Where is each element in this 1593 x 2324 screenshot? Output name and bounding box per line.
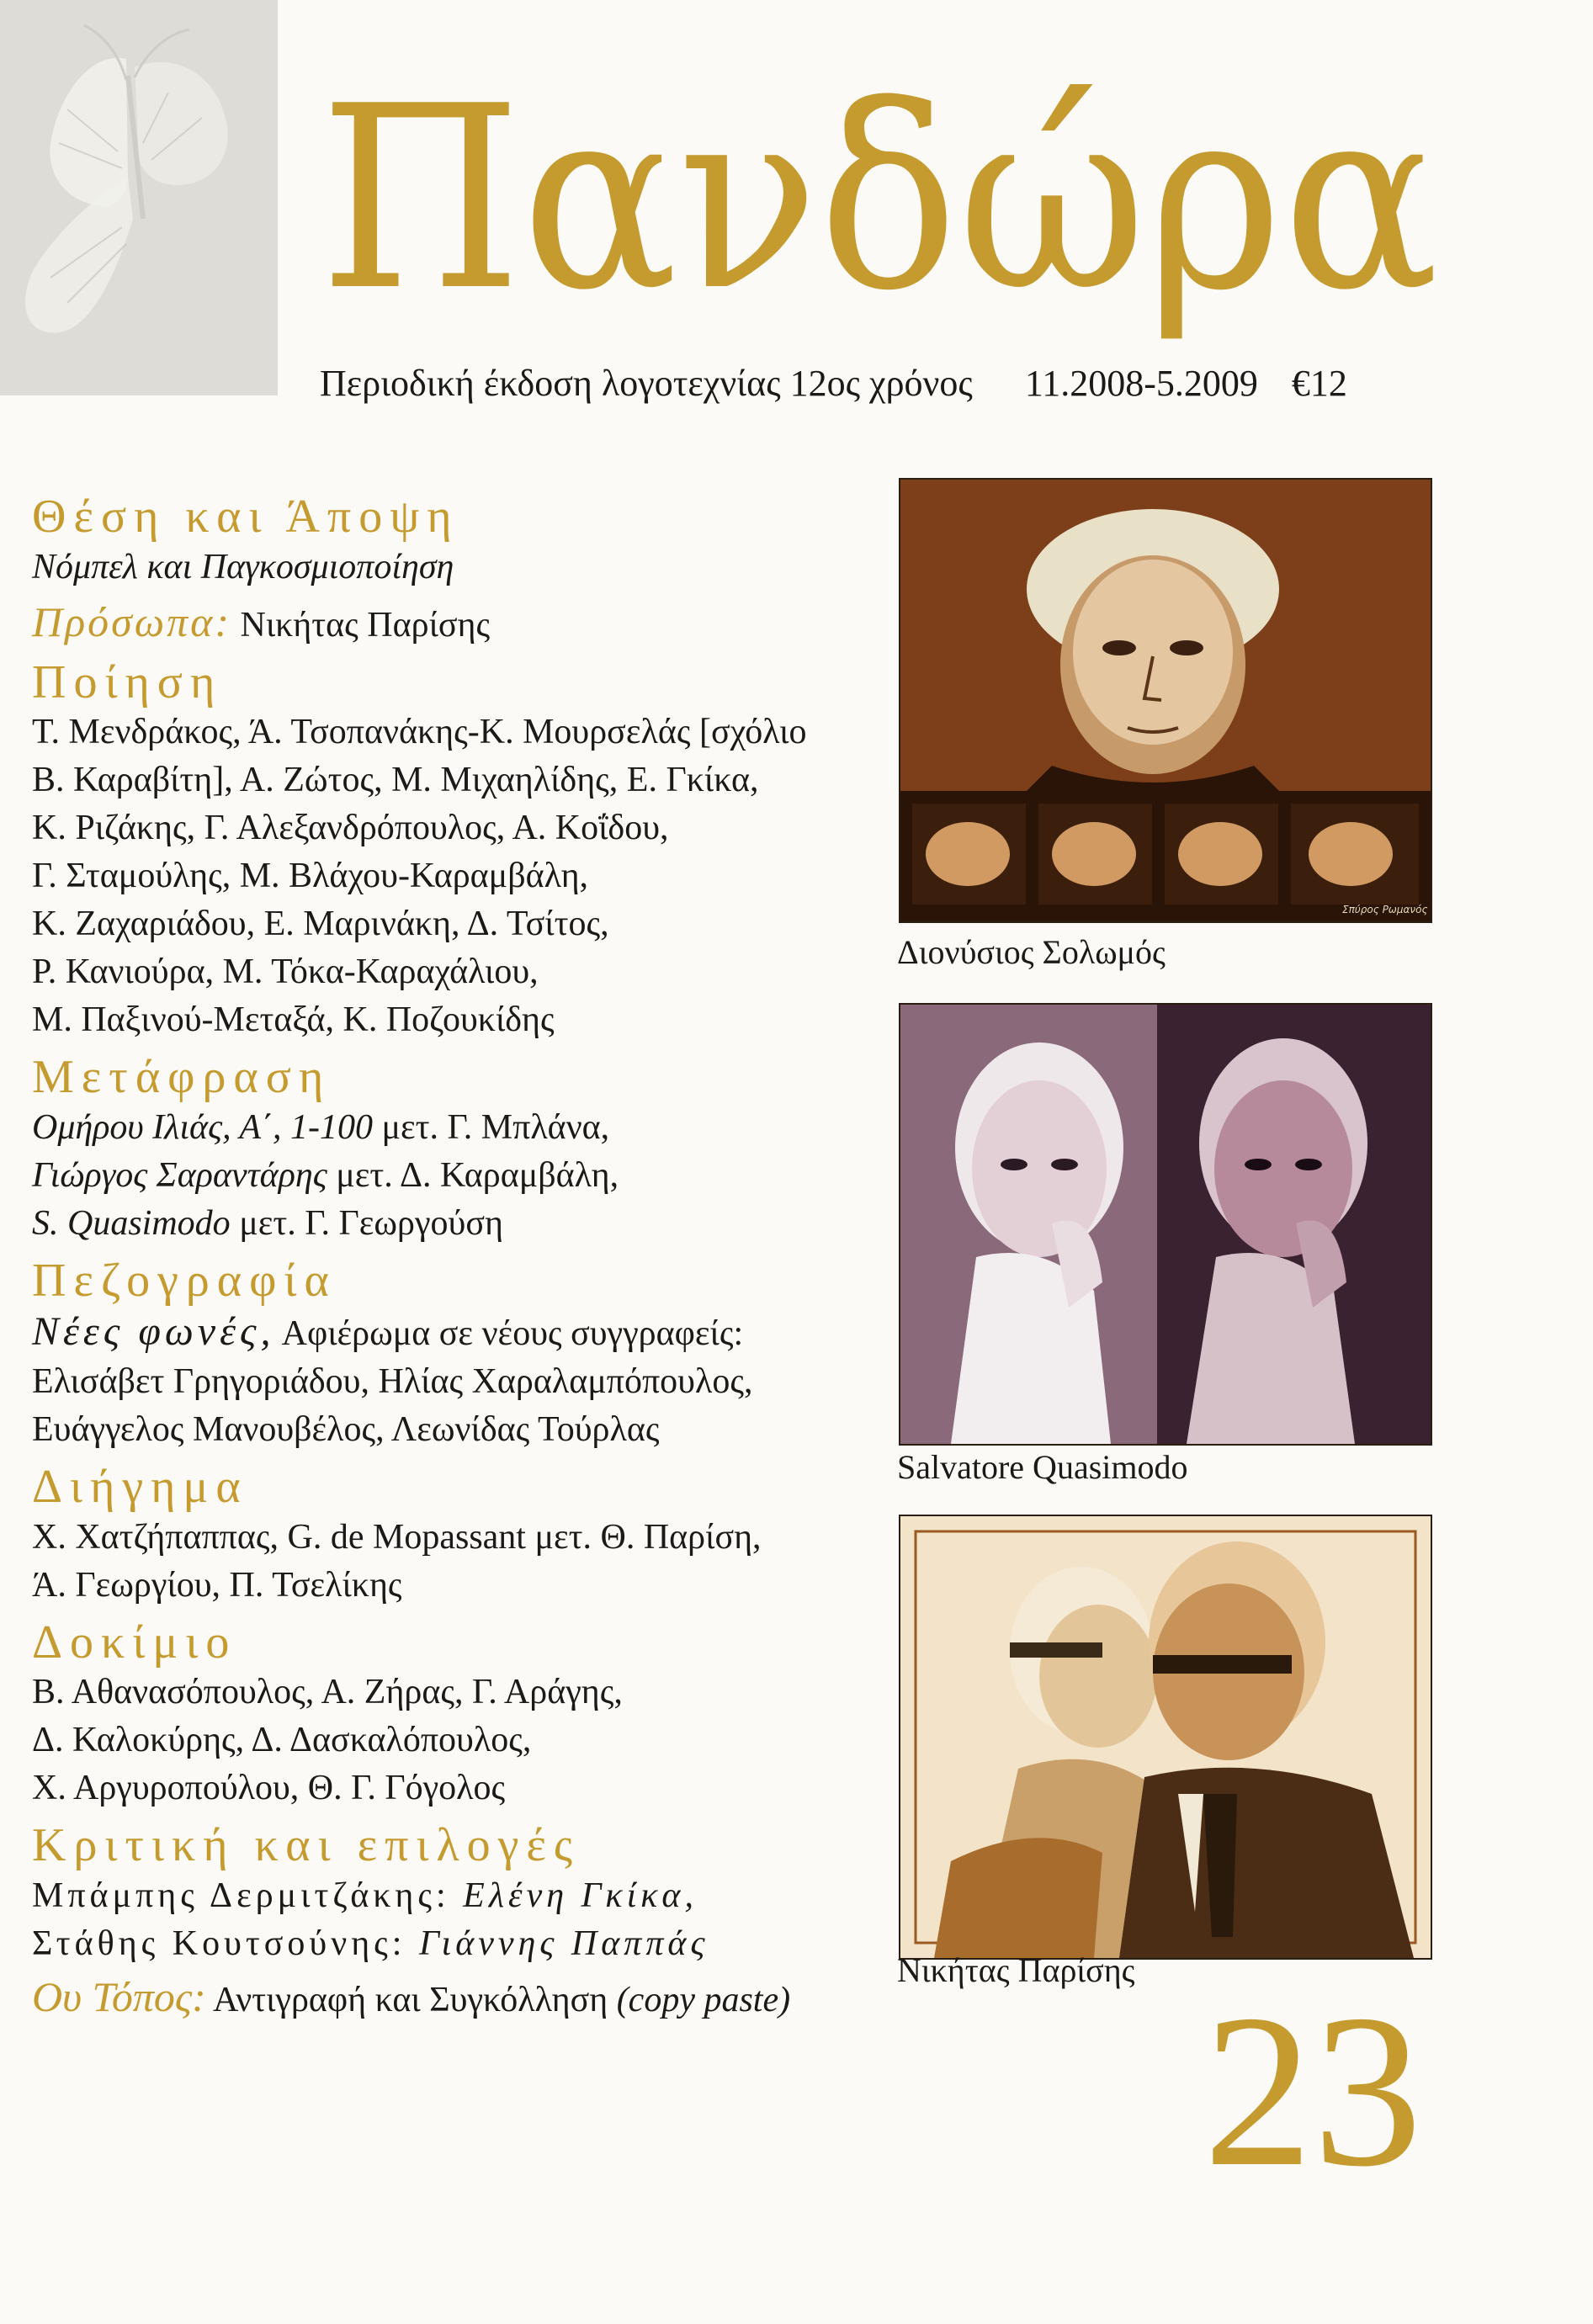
toc-line: Ρ. Κανιούρα, Μ. Τόκα-Καραχάλιου,	[32, 952, 539, 992]
work-title: Ομήρου Ιλιάς, Α΄, 1-100	[32, 1108, 373, 1148]
table-of-contents	[32, 484, 882, 2024]
subtitle-line	[320, 362, 1347, 405]
section-title-kritiki: Κριτική και επιλογές	[32, 1819, 581, 1872]
toc-line: Ευάγγελος Μανουβέλος, Λεωνίδας Τούρλας	[32, 1409, 660, 1449]
toc-line	[32, 1152, 882, 1200]
photo-signature: Σπύρος Ρωμανός	[1342, 904, 1428, 915]
masthead	[320, 50, 1498, 353]
photo-quasimodo	[899, 1003, 1432, 1446]
work-title: Γιώργος Σαραντάρης	[32, 1156, 327, 1196]
section-title-ou-topos: Ου Τόπος:	[32, 1973, 206, 2021]
toc-line: Χ. Αργυροπούλου, Θ. Γ. Γόγολος	[32, 1769, 506, 1808]
issue-number: 23	[1203, 1970, 1422, 2212]
issue-dates: 11.2008-5.2009	[1024, 363, 1258, 404]
section-title-dokimio: Δοκίμιο	[32, 1616, 237, 1669]
toc-line: Τ. Μενδράκος, Ά. Τσοπανάκης-Κ. Μουρσελάς [σχόλιο	[32, 713, 807, 752]
toc-line: Κ. Ριζάκης, Γ. Αλεξανδρόπουλος, Α. Κοΐδου,	[32, 809, 669, 848]
toc-line: Μ. Παξινού-Μεταξά, Κ. Ποζουκίδης	[32, 1000, 555, 1040]
translator: μετ. Δ. Καραμβάλη,	[336, 1156, 619, 1196]
subject: Ελένη Γκίκα,	[463, 1876, 698, 1916]
toc-line: Δ. Καλοκύρης, Δ. Δασκαλόπουλος,	[32, 1721, 532, 1760]
magazine-title: Πανδώρα	[320, 52, 1439, 346]
toc-line	[32, 1920, 882, 1968]
toc-line	[32, 1308, 882, 1358]
authors: Χ. Χατζήπαππας, G. de Mopassant	[32, 1517, 526, 1557]
ou-topos-line	[32, 1973, 882, 2024]
toc-line	[32, 1200, 882, 1248]
section-title-pezografia: Πεζογραφία	[32, 1255, 337, 1308]
price: €12	[1291, 363, 1347, 404]
toc-line	[32, 1104, 882, 1152]
ou-topos-text: Αντιγραφή και Συγκόλληση	[213, 1981, 608, 2020]
prosopa-text: Νικήτας Παρίσης	[240, 605, 491, 645]
toc-line: Β. Καραβίτη], Α. Ζώτος, Μ. Μιχαηλίδης, Ε. Γκίκα,	[32, 761, 759, 800]
photo-parisis	[899, 1515, 1432, 1960]
work-title: S. Quasimodo	[32, 1204, 231, 1244]
toc-line: Νόμπελ και Παγκοσμιοποίηση	[32, 547, 454, 586]
prosopa-line	[32, 598, 882, 650]
toc-line	[32, 1514, 882, 1562]
subtitle-text: Περιοδική έκδοση λογοτεχνίας 12ος χρόνος	[320, 363, 973, 404]
toc-line: Κ. Ζαχαριάδου, Ε. Μαρινάκη, Δ. Τσίτος,	[32, 905, 609, 944]
translator: μετ. Θ. Παρίση,	[534, 1517, 762, 1557]
critic: Στάθης Κουτσούνης:	[32, 1924, 406, 1964]
caption-quasimodo: Salvatore Quasimodo	[897, 1448, 1188, 1486]
toc-line: Γ. Σταμούλης, Μ. Βλάχου-Καραμβάλη,	[32, 857, 589, 896]
toc-line: Β. Αθανασόπουλος, Α. Ζήρας, Γ. Αράγης,	[32, 1673, 623, 1712]
toc-line	[32, 1872, 882, 1920]
section-title-poiisi: Ποίηση	[32, 655, 223, 708]
section-title-diigima: Διήγημα	[32, 1460, 248, 1513]
photo-solomos	[899, 478, 1432, 923]
section-title-metafrasi: Μετάφραση	[32, 1051, 332, 1104]
section-title-prosopa: Πρόσωπα:	[32, 597, 232, 645]
toc-line: Ά. Γεωργίου, Π. Τσελίκης	[32, 1565, 402, 1605]
caption-solomos: Διονύσιος Σολωμός	[897, 933, 1166, 971]
section-title-thesi: Θέση και Άποψη	[32, 491, 459, 543]
butterfly-icon	[0, 0, 278, 395]
caption-parisis: Νικήτας Παρίσης	[897, 1951, 1135, 1989]
butterfly-watermark	[0, 0, 278, 395]
nees-fones: Νέες φωνές,	[32, 1308, 275, 1354]
critic: Μπάμπης Δερμιτζάκης:	[32, 1876, 450, 1916]
toc-line: Ελισάβετ Γρηγοριάδου, Ηλίας Χαραλαμπόπουλος,	[32, 1361, 753, 1401]
translator: μετ. Γ. Γεωργούση	[239, 1204, 503, 1244]
translator: μετ. Γ. Μπλάνα,	[381, 1108, 610, 1148]
afieroma-text: Αφιέρωμα σε νέους συγγραφείς:	[281, 1313, 744, 1353]
ou-topos-italic: (copy paste)	[616, 1981, 791, 2020]
subject: Γιάννης Παππάς	[418, 1924, 709, 1964]
